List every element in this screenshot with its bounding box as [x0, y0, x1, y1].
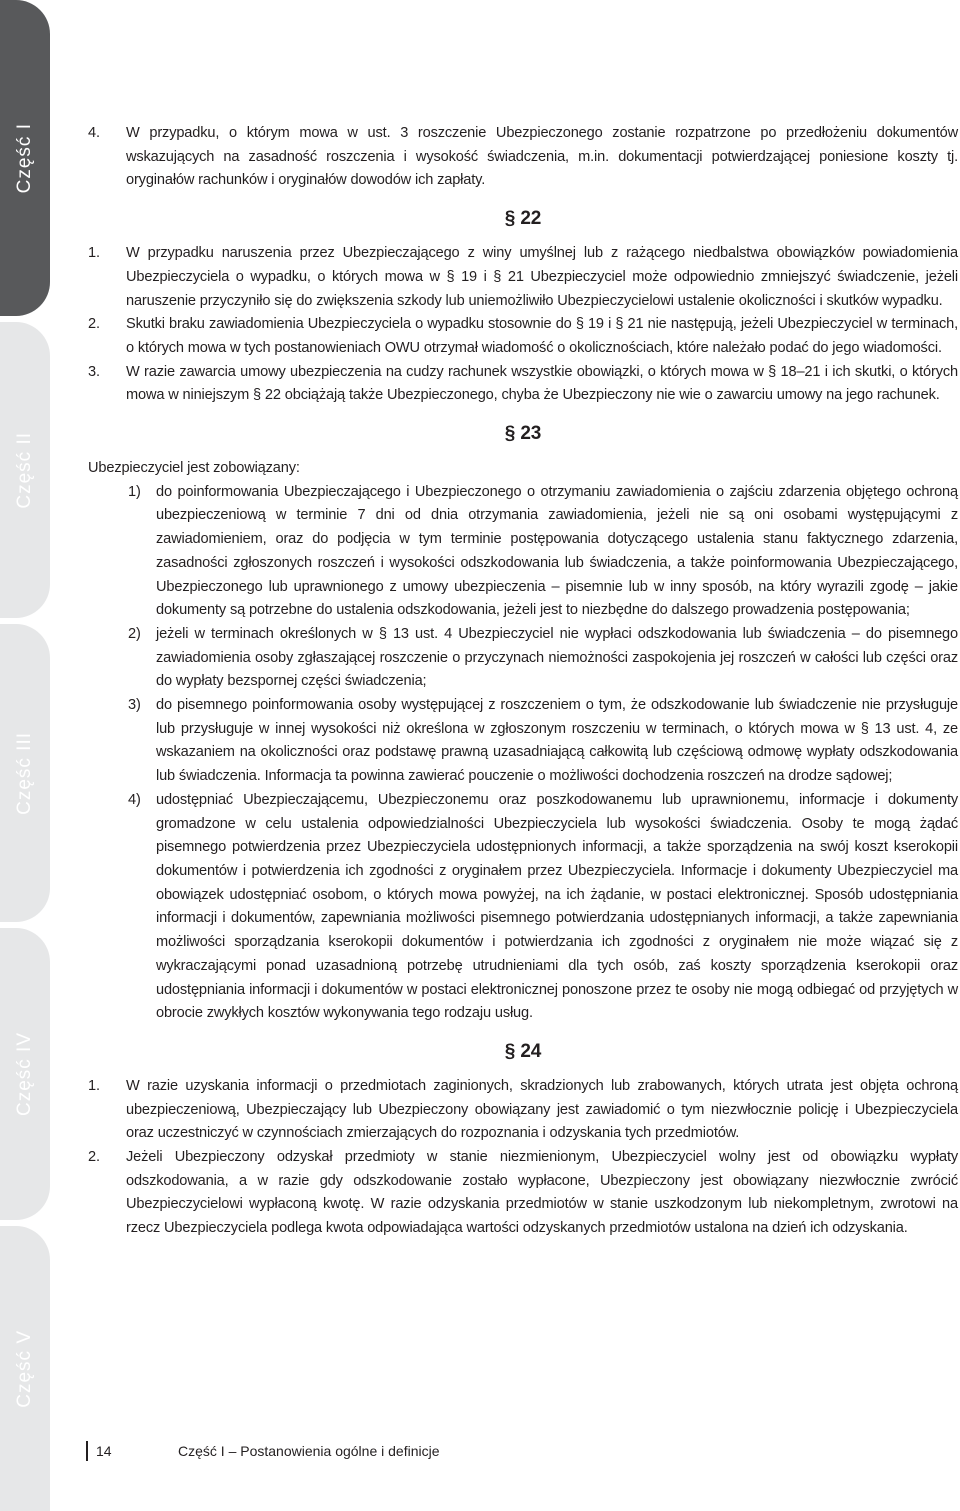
paragraph-text: Skutki braku zawiadomienia Ubezpieczyciela o wypadku stosownie do § 19 i § 21 nie następują, jeżeli Ubezpieczyciel w terminach, o których mowa w tych postanowieniach OWU otrzymał wiadomość o okolicznościach, które należało podać do jego wiadomości.	[126, 316, 958, 356]
paragraph-number: 3.	[88, 363, 100, 380]
tab-label: Część I	[14, 122, 35, 194]
footer-divider	[86, 1441, 88, 1461]
tab-label: Część V	[14, 1329, 35, 1408]
page-footer	[86, 1440, 440, 1462]
paragraph-item	[88, 1075, 958, 1146]
list-item	[128, 694, 958, 789]
section-sidebar	[0, 0, 50, 1511]
paragraph-item	[88, 361, 958, 408]
tab-part-2[interactable]	[0, 322, 50, 618]
paragraph-item	[88, 1146, 958, 1241]
footer-section-title: Część I – Postanowienia ogólne i definicje	[178, 1443, 440, 1459]
paragraph-item	[88, 122, 958, 193]
list-item-number: 4)	[128, 791, 141, 808]
paragraph-number: 2.	[88, 316, 100, 333]
paragraph-number: 1.	[88, 1077, 100, 1094]
paragraph-number: 2.	[88, 1149, 100, 1166]
list-item	[128, 481, 958, 623]
list-item-number: 3)	[128, 697, 141, 714]
list-item-number: 1)	[128, 483, 141, 500]
paragraph-text: W razie uzyskania informacji o przedmiotach zaginionych, skradzionych lub zrabowanych, których utrata jest objęta ochroną ubezpieczeniową, Ubezpieczający lub Ubezpieczony obowiązany jest zawiadomić o tym niezwłocznie policję i Ubezpieczyciela oraz uczestniczyć w czynnościach zmierzających do rozpoznania i odzyskania tych przedmiotów.	[126, 1077, 958, 1142]
tab-part-3[interactable]	[0, 624, 50, 922]
paragraph-text: W przypadku, o którym mowa w ust. 3 roszczenie Ubezpieczonego zostanie rozpatrzone po przedłożeniu dokumentów wskazujących na zasadność roszczenia i wysokość świadczenia, m.in. dokumentacji potwierdzającej poniesione koszty tj. oryginałów rachunków i oryginałów dowodów ich zapłaty.	[126, 125, 958, 189]
document-body	[88, 122, 958, 1241]
paragraph-text: Jeżeli Ubezpieczony odzyskał przedmioty w stanie niezmienionym, Ubezpieczyciel wolny jest od obowiązku wypłaty odszkodowania, a w razie gdy odszkodowanie zostało wypłacone, Ubezpieczony jest obowiązany niezwłocznie zwrócić Ubezpieczycielowi wypłaconą kwotę. W razie odzyskania przedmiotów w stanie uszkodzonym lub niekompletnym, zwrotowi na rzecz Ubezpieczyciela podlega kwota odpowiadająca wartości odzyskanych przedmiotów ustalona na dzień ich odzyskania.	[126, 1149, 958, 1237]
page-number: 14	[96, 1443, 112, 1459]
list-item	[128, 623, 958, 694]
paragraph-number: 1.	[88, 245, 100, 262]
list-item-text: udostępniać Ubezpieczającemu, Ubezpieczonemu oraz poszkodowanemu lub uprawnionemu, informacje i dokumenty gromadzone w celu ustalenia odpowiedzialności Ubezpieczyciela lub wysokości świadczenia. Osoby te mogą żądać pisemnego potwierdzenia przez Ubezpieczyciela udostępnionych informacji, a także sporządzenia na swój koszt kserokopii dokumentów i potwierdzenia ich zgodności z oryginałem przez Ubezpieczyciela. Informacje i dokumenty Ubezpieczyciel ma obowiązek udostępniać osobom, o których mowa powyżej, na ich żądanie, w postaci elektronicznej. Sposób udostępniania informacji i dokumentów, zapewniania możliwości pisemnego potwierdzania udostępnianych informacji, a także zapewniania możliwości sporządzania kserokopii dokumentów i potwierdzania ich zgodności z oryginałem nie może wiązać się z wykraczającymi ponad uzasadnioną potrzebę utrudnieniami dla tych osób, zaś koszty sporządzenia kserokopii oraz udostępniania informacji i dokumentów w postaci elektronicznej ponoszone przez te osoby nie mogą odbiegać od przyjętych w obrocie zwykłych kosztów wykonywania tego rodzaju usług.	[156, 791, 958, 1022]
list-item	[128, 789, 958, 1026]
list-item-text: do poinformowania Ubezpieczającego i Ubezpieczonego o otrzymaniu zawiadomienia o zajściu zdarzenia objętego ochroną ubezpieczeniową w terminie 7 dni od dnia otrzymania zawiadomienia, jeżeli nie są oni osobami występującymi z zawiadomieniem, oraz do podjęcia w tym terminie postępowania dotyczącego ustalenia stanu faktycznego zdarzenia, zasadności zgłoszonych roszczeń i wysokości odszkodowania lub świadczenia, a także poinformowania Ubezpieczającego, Ubezpieczonego lub uprawnionego z umowy ubezpieczenia – pisemnie lub w inny sposób, na który wyrazili zgodę – jakie dokumenty są potrzebne do ustalenia odszkodowania, jeżeli jest to niezbędne do dalszego prowadzenia postępowania;	[156, 483, 958, 619]
paragraph-item	[88, 242, 958, 313]
section-heading-22: § 22	[504, 208, 542, 230]
list-item-text: do pisemnego poinformowania osoby występującej z roszczeniem o tym, że odszkodowanie lub świadczenie nie przysługuje lub przysługuje w innej wysokości niż określona w zgłoszonym roszczeniu w terminach, o których mowa w § 13 ust. 4, ze wskazaniem na okoliczności oraz podstawę prawną uzasadniającą całkowitą lub częściową odmowę wypłaty odszkodowania lub świadczenia. Informacja ta powinna zawierać pouczenie o możliwości dochodzenia roszczeń na drodze sądowej;	[156, 697, 958, 785]
tab-part-5[interactable]	[0, 1226, 50, 1511]
paragraph-number: 4.	[88, 125, 100, 141]
list-item-text: jeżeli w terminach określonych w § 13 ust. 4 Ubezpieczyciel nie wypłaci odszkodowania lub świadczenia – do pisemnego zawiadomienia osoby zgłaszającej roszczenie o przyczynach niemożności zaspokojenia jej roszczeń w całości lub części oraz do wypłaty bezspornej części świadczenia;	[156, 625, 958, 690]
section-heading-23: § 23	[504, 423, 542, 445]
section-heading-24: § 24	[504, 1040, 542, 1062]
tab-label: Część IV	[14, 1031, 35, 1117]
section-intro: Ubezpieczyciel jest zobowiązany:	[88, 460, 300, 477]
tab-part-4[interactable]	[0, 928, 50, 1220]
tab-label: Część II	[14, 431, 35, 509]
list-item-number: 2)	[128, 625, 141, 642]
tab-part-1[interactable]	[0, 0, 50, 316]
paragraph-text: W przypadku naruszenia przez Ubezpieczającego z winy umyślnej lub z rażącego niedbalstwa obowiązków powiadomienia Ubezpieczyciela o wypadku, o których mowa w § 19 i § 21 Ubezpieczyciel może odpowiednio zmniejszyć świadczenie, jeżeli naruszenie przyczyniło się do zwiększenia szkody lub uniemożliwiło Ubezpieczycielowi ustalenie okoliczności i skutków wypadku.	[126, 245, 958, 309]
paragraph-text: W razie zawarcia umowy ubezpieczenia na cudzy rachunek wszystkie obowiązki, o których mowa w § 18–21 i ich skutki, o których mowa w niniejszym § 22 obciążają także Ubezpieczonego, chyba że Ubezpieczony nie wie o zawarciu umowy na jego rachunek.	[126, 363, 958, 404]
paragraph-item	[88, 313, 958, 360]
tab-label: Część III	[14, 731, 35, 815]
